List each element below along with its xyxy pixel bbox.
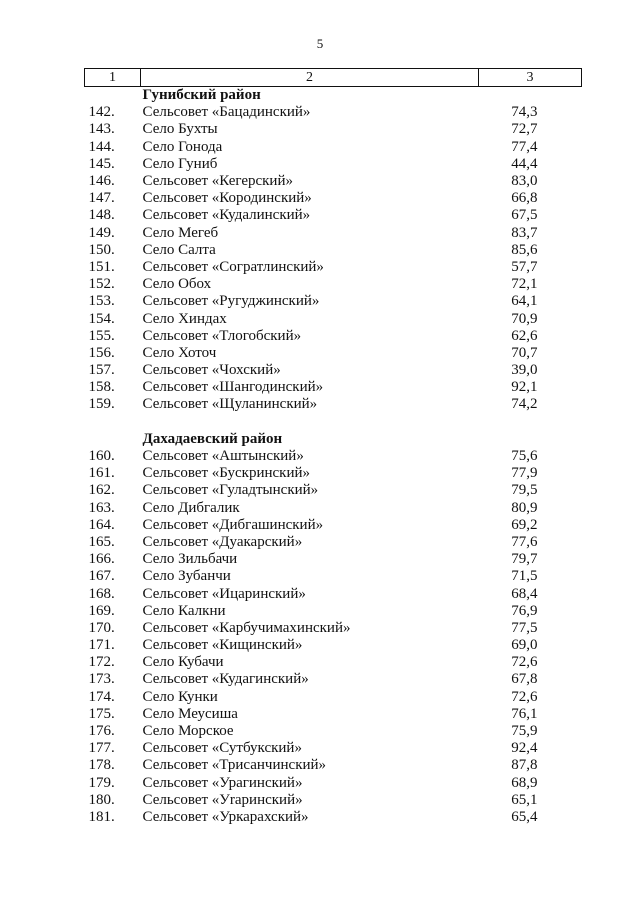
section-spacer — [85, 414, 582, 431]
table-row — [85, 534, 582, 551]
row-name: Сельсовет «Щуланинский» — [142, 396, 318, 413]
row-number: 151. — [88, 258, 115, 275]
row-number: 144. — [88, 138, 115, 155]
row-value: 80,9 — [511, 499, 538, 516]
section-heading-row — [85, 87, 582, 105]
row-number: 155. — [88, 327, 115, 344]
row-name: Сельсовет «Тлогобский» — [142, 327, 302, 344]
table-row — [85, 225, 582, 242]
row-name: Сельсовет «Кудалинский» — [142, 207, 311, 224]
row-name: Сельсовет «Согратлинский» — [142, 258, 324, 275]
row-name: Сельсовет «Кудагинский» — [142, 671, 309, 688]
row-number: 158. — [88, 379, 115, 396]
row-value: 72,6 — [511, 654, 538, 671]
row-value: 77,4 — [511, 138, 538, 155]
row-number: 164. — [88, 516, 115, 533]
row-name: Сельсовет «Кородинский» — [142, 190, 312, 207]
row-number: 161. — [88, 465, 115, 482]
table-row — [85, 620, 582, 637]
row-value: 39,0 — [511, 362, 538, 379]
table-row — [85, 293, 582, 310]
row-number: 160. — [88, 448, 115, 465]
row-number: 174. — [88, 688, 115, 705]
row-value: 85,6 — [511, 241, 538, 258]
row-value: 71,5 — [511, 568, 538, 585]
table-row — [85, 242, 582, 259]
row-value: 70,9 — [511, 310, 538, 327]
row-value: 74,2 — [511, 396, 538, 413]
row-name: Село Хиндах — [142, 310, 227, 327]
table-row — [85, 517, 582, 534]
row-name: Село Дибгалик — [142, 499, 240, 516]
row-value: 83,0 — [511, 173, 538, 190]
table-row — [85, 465, 582, 482]
row-name: Сельсовет «Гуладтынский» — [142, 482, 319, 499]
row-number: 167. — [88, 568, 115, 585]
table-row — [85, 551, 582, 568]
table-row — [85, 689, 582, 706]
table-header — [85, 69, 582, 87]
row-number: 177. — [88, 740, 115, 757]
row-number: 145. — [88, 155, 115, 172]
row-value: 74,3 — [511, 104, 538, 121]
row-number: 166. — [88, 551, 115, 568]
row-name: Сельсовет «Чохский» — [142, 362, 281, 379]
row-name: Сельсовет «Трисанчинский» — [142, 757, 327, 774]
row-value: 75,6 — [511, 448, 538, 465]
page-number: 5 — [316, 36, 324, 51]
table-row — [85, 706, 582, 723]
table-row — [85, 809, 582, 826]
row-number: 152. — [88, 276, 115, 293]
row-value: 87,8 — [511, 757, 538, 774]
section-title: Гунибский район — [142, 87, 261, 104]
row-name: Сельсовет «Бацадинский» — [142, 104, 311, 121]
row-number: 178. — [88, 757, 115, 774]
row-value: 68,4 — [511, 585, 538, 602]
row-value: 67,5 — [511, 207, 538, 224]
row-value: 77,9 — [511, 465, 538, 482]
section-heading-empty — [85, 431, 141, 448]
table-row — [85, 156, 582, 173]
table-row — [85, 121, 582, 138]
row-value: 70,7 — [511, 344, 538, 361]
table-row — [85, 139, 582, 156]
row-name: Сельсовет «Уraринский» — [142, 791, 303, 808]
row-name: Сельсовет «Кищинский» — [142, 637, 303, 654]
row-name: Село Обох — [142, 276, 212, 293]
row-number: 181. — [88, 808, 115, 825]
row-name: Село Гуниб — [142, 155, 218, 172]
row-value: 79,7 — [511, 551, 538, 568]
row-value: 72,6 — [511, 688, 538, 705]
table-row — [85, 775, 582, 792]
row-name: Село Калкни — [142, 602, 226, 619]
row-value: 69,0 — [511, 637, 538, 654]
row-number: 171. — [88, 637, 115, 654]
section-title: Дахадаевский район — [142, 430, 283, 447]
row-number: 147. — [88, 190, 115, 207]
row-name: Сельсовет «Ругуджинский» — [142, 293, 320, 310]
table-row — [85, 671, 582, 688]
row-value: 44,4 — [511, 155, 538, 172]
table-body — [85, 87, 582, 827]
row-name: Сельсовет «Кегерский» — [142, 173, 293, 190]
table-row — [85, 328, 582, 345]
row-name: Сельсовет «Ицаринский» — [142, 585, 306, 602]
row-value: 69,2 — [511, 516, 538, 533]
table-row — [85, 500, 582, 517]
row-value: 68,9 — [511, 774, 538, 791]
row-value: 77,6 — [511, 533, 538, 550]
row-number: 176. — [88, 723, 115, 740]
row-value: 72,7 — [511, 121, 538, 138]
table-row — [85, 757, 582, 774]
row-value: 66,8 — [511, 190, 538, 207]
row-name: Сельсовет «Карбучимахинский» — [142, 619, 351, 636]
row-name: Село Хоточ — [142, 344, 217, 361]
row-name: Сельсовет «Аштынский» — [142, 448, 304, 465]
row-number: 146. — [88, 173, 115, 190]
table-row — [85, 207, 582, 224]
row-value: 92,4 — [511, 740, 538, 757]
row-number: 142. — [88, 104, 115, 121]
row-value: 76,1 — [511, 705, 538, 722]
row-value: 83,7 — [511, 224, 538, 241]
row-name: Село Меусиша — [142, 705, 238, 722]
row-number: 165. — [88, 533, 115, 550]
row-value: 77,5 — [511, 619, 538, 636]
section-heading-row — [85, 431, 582, 448]
row-number: 180. — [88, 791, 115, 808]
row-number: 148. — [88, 207, 115, 224]
column-header-name: 2 — [141, 69, 479, 87]
table-row — [85, 396, 582, 413]
table-row — [85, 482, 582, 499]
row-number: 163. — [88, 499, 115, 516]
table-row — [85, 345, 582, 362]
row-number: 159. — [88, 396, 115, 413]
table-row — [85, 379, 582, 396]
table-row — [85, 190, 582, 207]
row-number: 170. — [88, 619, 115, 636]
table-row — [85, 448, 582, 465]
table-row — [85, 568, 582, 585]
row-name: Село Кубачи — [142, 654, 224, 671]
row-name: Село Мегеб — [142, 224, 219, 241]
row-number: 173. — [88, 671, 115, 688]
row-name: Сельсовет «Дуакарский» — [142, 533, 303, 550]
row-value: 72,1 — [511, 276, 538, 293]
row-number: 168. — [88, 585, 115, 602]
table-header-row — [85, 69, 582, 87]
row-value: 65,4 — [511, 808, 538, 825]
row-name: Сельсовет «Бускринский» — [142, 465, 311, 482]
table-row — [85, 104, 582, 121]
row-value: 75,9 — [511, 723, 538, 740]
section-heading-empty — [479, 87, 582, 105]
table-row — [85, 603, 582, 620]
row-name: Село Бухты — [142, 121, 218, 138]
table-row — [85, 723, 582, 740]
row-value: 92,1 — [511, 379, 538, 396]
column-header-value: 3 — [479, 69, 582, 87]
section-heading-empty — [85, 87, 141, 105]
row-name: Село Зильбачи — [142, 551, 238, 568]
row-number: 143. — [88, 121, 115, 138]
row-value: 67,8 — [511, 671, 538, 688]
row-value: 64,1 — [511, 293, 538, 310]
table-row — [85, 585, 582, 602]
table-row — [85, 740, 582, 757]
row-name: Село Салта — [142, 241, 216, 258]
row-name: Сельсовет «Уркарахский» — [142, 808, 309, 825]
table-row — [85, 362, 582, 379]
row-name: Сельсовет «Дибгашинский» — [142, 516, 324, 533]
row-number: 175. — [88, 705, 115, 722]
table-row — [85, 654, 582, 671]
row-name: Село Морское — [142, 723, 234, 740]
section-heading-empty — [479, 431, 582, 448]
row-number: 169. — [88, 602, 115, 619]
row-name: Село Гонода — [142, 138, 223, 155]
row-name: Сельсовет «Шангодинский» — [142, 379, 324, 396]
table-row — [85, 792, 582, 809]
table-row — [85, 259, 582, 276]
table-row — [85, 637, 582, 654]
row-value: 65,1 — [511, 791, 538, 808]
row-name: Сельсовет «Урагинский» — [142, 774, 303, 791]
row-value: 79,5 — [511, 482, 538, 499]
row-number: 150. — [88, 241, 115, 258]
row-name: Село Зубанчи — [142, 568, 231, 585]
row-number: 149. — [88, 224, 115, 241]
row-number: 179. — [88, 774, 115, 791]
row-number: 154. — [88, 310, 115, 327]
row-value: 62,6 — [511, 327, 538, 344]
column-header-number: 1 — [85, 69, 141, 87]
table-row — [85, 310, 582, 327]
row-value: 76,9 — [511, 602, 538, 619]
row-name: Село Кунки — [142, 688, 218, 705]
row-number: 156. — [88, 344, 115, 361]
row-number: 172. — [88, 654, 115, 671]
table-row — [85, 276, 582, 293]
row-number: 153. — [88, 293, 115, 310]
row-name: Сельсовет «Сутбукский» — [142, 740, 302, 757]
table-row — [85, 173, 582, 190]
row-number: 157. — [88, 362, 115, 379]
data-table — [84, 68, 582, 826]
row-number: 162. — [88, 482, 115, 499]
row-value: 57,7 — [511, 258, 538, 275]
